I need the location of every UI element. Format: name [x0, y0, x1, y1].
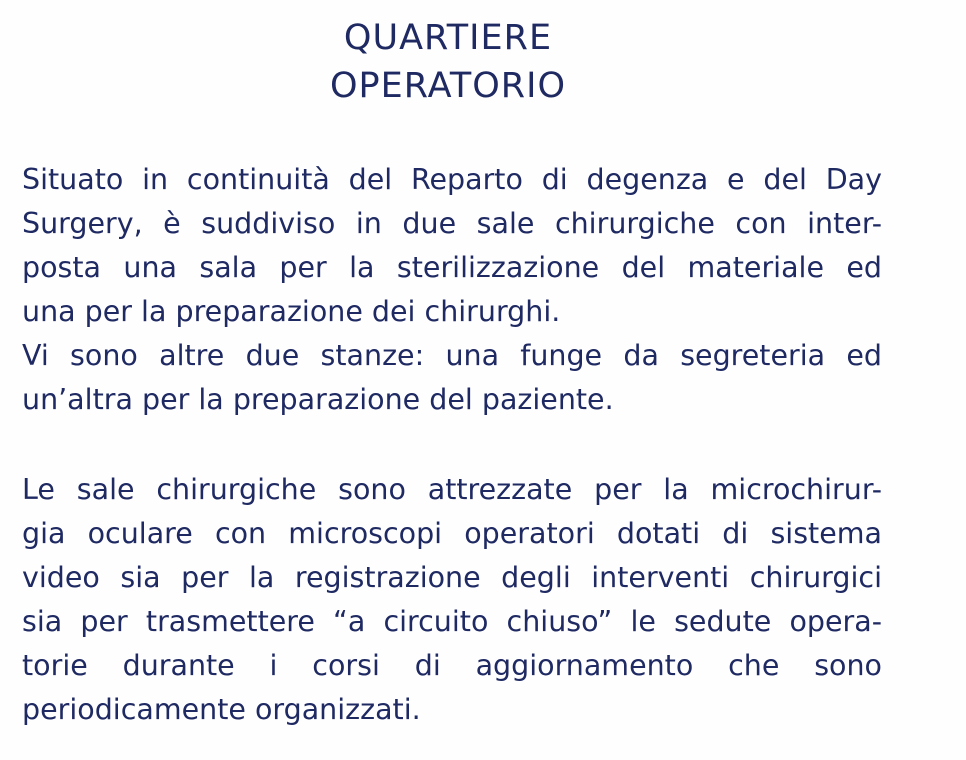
title-line-2: OPERATORIO	[329, 66, 566, 106]
title-line-1: QUARTIERE	[343, 18, 553, 58]
page-title	[0, 14, 896, 110]
paragraph-2	[22, 468, 882, 732]
paragraph-line: una per la preparazione dei chirurghi.	[22, 295, 561, 328]
paragraph-line: Le sale chirurgiche sono attrezzate per la microchirur-	[22, 473, 882, 506]
paragraph-line: periodicamente organizzati.	[22, 693, 421, 726]
paragraph-line: gia oculare con microscopi operatori dotati di sistema	[22, 517, 882, 550]
paragraph-line: un’altra per la preparazione del paziente.	[22, 383, 614, 416]
paragraph-line: posta una sala per la sterilizzazione del materiale ed	[22, 251, 882, 284]
paragraph-line: Vi sono altre due stanze: una funge da segreteria ed	[22, 339, 882, 372]
paragraph-1	[22, 158, 882, 422]
paragraph-line: torie durante i corsi di aggiornamento che sono	[22, 649, 882, 682]
paragraph-line: video sia per la registrazione degli interventi chirurgici	[22, 561, 882, 594]
paragraph-line: sia per trasmettere “a circuito chiuso” le sedute opera-	[22, 605, 882, 638]
paragraph-line: Situato in continuità del Reparto di degenza e del Day	[22, 163, 882, 196]
paragraph-line: Surgery, è suddiviso in due sale chirurgiche con inter-	[22, 207, 882, 240]
